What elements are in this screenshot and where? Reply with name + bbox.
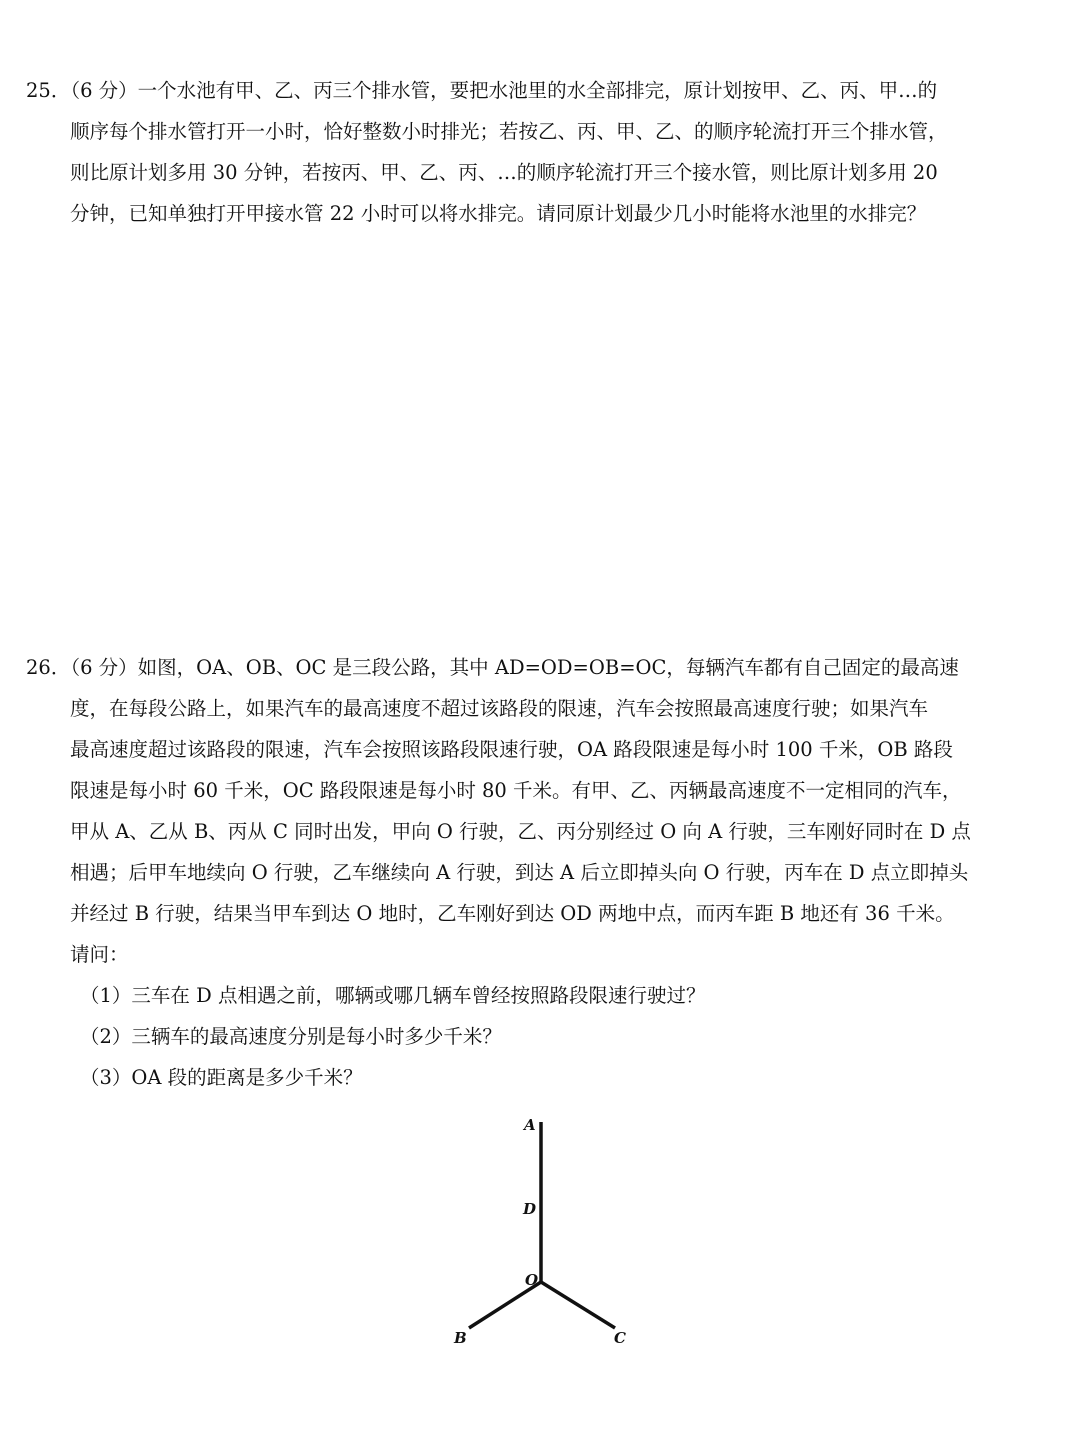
q25-line-4: 分钟，已知单独打开甲接水管 22 小时可以将水排完。请同原计划最少几小时能将水池里的水排完？ — [70, 202, 927, 225]
road-oc — [541, 1282, 615, 1328]
label-d: D — [523, 1200, 537, 1218]
q25-line-1: 25．（6 分）一个水池有甲、乙、丙三个排水管，要把水池里的水全部排完，原计划按甲、乙、丙、甲…的 — [26, 79, 938, 102]
q26-line-3: 最高速度超过该路段的限速，汽车会按照该路段限速行驶，OA 路段限速是每小时 100 千米，OB 路段 — [70, 738, 953, 761]
q26-line-5: 甲从 A、乙从 B、丙从 C 同时出发，甲向 O 行驶，乙、丙分别经过 O 向 A 行驶，三车刚好同时在 D 点 — [70, 820, 971, 843]
q26-subquestion-2: （2）三辆车的最高速度分别是每小时多少千米？ — [80, 1025, 502, 1048]
q26-line-2: 度，在每段公路上，如果汽车的最高速度不超过该路段的限速，汽车会按照最高速度行驶；如果汽车 — [70, 697, 929, 720]
label-b: B — [454, 1329, 467, 1347]
q25-line-3: 则比原计划多用 30 分钟，若按丙、甲、乙、丙、…的顺序轮流打开三个接水管，则比原计划多用 20 — [70, 161, 938, 184]
q25-line-2: 顺序每个排水管打开一小时，恰好整数小时排光；若按乙、丙、甲、乙、的顺序轮流打开三个排水管， — [70, 120, 948, 143]
question-25 — [26, 70, 1056, 234]
q26-line-8: 请问： — [70, 943, 129, 966]
label-a: A — [524, 1116, 536, 1134]
q26-line-1: 26．（6 分）如图，OA、OB、OC 是三段公路，其中 AD=OD=OB=OC，每辆汽车都有自己固定的最高速 — [26, 656, 959, 679]
q26-line-4: 限速是每小时 60 千米，OC 路段限速是每小时 80 千米。有甲、乙、丙辆最高速度不一定相同的汽车， — [70, 779, 962, 802]
road-diagram — [440, 1108, 660, 1358]
q26-line-6: 相遇；后甲车地续向 O 行驶，乙车继续向 A 行驶，到达 A 后立即掉头向 O 行驶，丙车在 D 点立即掉头 — [70, 861, 969, 884]
label-c: C — [614, 1329, 626, 1347]
q26-subquestion-3: （3）OA 段的距离是多少千米？ — [80, 1066, 363, 1089]
label-o: O — [525, 1271, 539, 1289]
q26-subquestion-1: （1）三车在 D 点相遇之前，哪辆或哪几辆车曾经按照路段限速行驶过？ — [80, 984, 706, 1007]
q26-line-7: 并经过 B 行驶，结果当甲车到达 O 地时，乙车刚好到达 OD 两地中点，而丙车距 B 地还有 36 千米。 — [70, 902, 955, 925]
question-26 — [26, 647, 1056, 1098]
